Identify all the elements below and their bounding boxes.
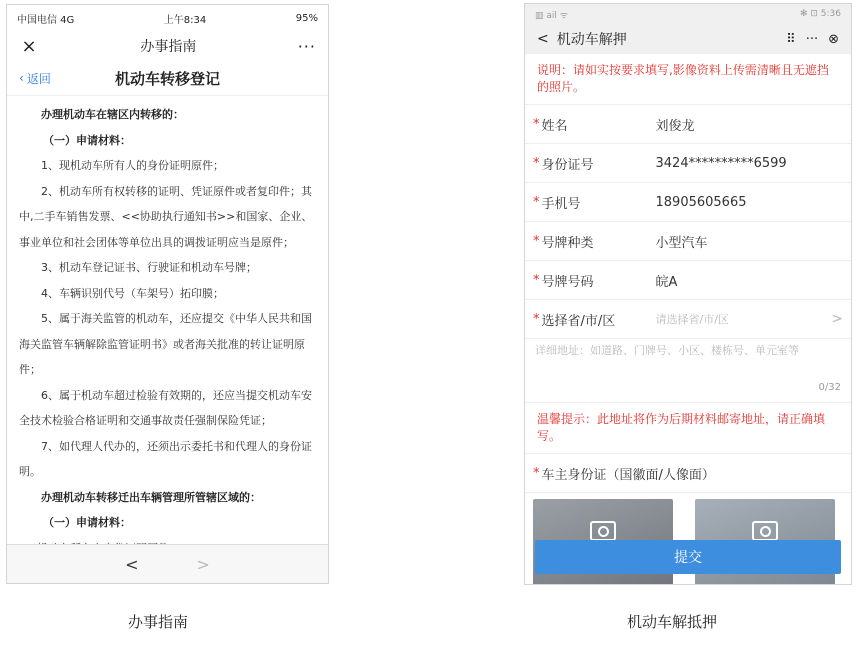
required-mark: * [533, 311, 540, 327]
doc-item: 6、属于机动车超过检验有效期的，还应当提交机动车安全技术检验合格证明和交通事故责任强制保险凭证； [19, 388, 312, 427]
required-mark: * [533, 465, 540, 481]
required-mark: * [533, 155, 540, 171]
chevron-right-icon: > [831, 311, 843, 327]
field-label: 手机号 [541, 196, 581, 212]
region-picker[interactable] [525, 300, 851, 339]
required-mark: * [533, 233, 540, 249]
field-label: 姓名 [541, 118, 568, 134]
caption-right: 机动车解抵押 [627, 613, 718, 631]
grid-icon[interactable]: ⠿ [786, 31, 796, 47]
camera-icon [590, 521, 616, 541]
guide-screen [6, 4, 329, 584]
next-page-button[interactable]: > [196, 554, 210, 574]
field-label: 身份证号 [541, 157, 594, 173]
doc-item: 2、机动车所有权转移的证明、凭证原件或者复印件；其中,二手车销售发票、<<协助执行通知书>>和国家、企业、事业单位和社会团体等单位出具的调拨证明应当是原件； [19, 184, 313, 249]
doc-item: 7、如代理人代办的，还须出示委托书和代理人的身份证明。 [19, 439, 312, 478]
close-icon[interactable]: ⊗ [828, 31, 839, 47]
status-bar [7, 5, 328, 31]
field-label: 选择省/市/区 [541, 313, 616, 329]
phone-field[interactable] [525, 183, 851, 222]
doc-item: 1、现机动车所有人的身份证明原件； [41, 159, 224, 172]
battery-label: 95% [295, 12, 318, 24]
required-mark: * [533, 116, 540, 132]
bottom-nav [7, 544, 328, 583]
nav-bar [7, 31, 328, 61]
carrier-label: 中国电信 4G [17, 14, 75, 26]
more-icon[interactable]: ··· [297, 36, 316, 56]
materials-heading: （一）申请材料： [43, 516, 131, 529]
release-mortgage-screen [524, 3, 852, 585]
chevron-left-icon: ‹ [19, 71, 24, 85]
clock-label: ✻ ⊡ 5:36 [799, 9, 841, 19]
back-label: 返回 [26, 71, 51, 86]
camera-icon [752, 521, 778, 541]
prev-page-button[interactable]: < [125, 554, 139, 574]
doc-item: 5、属于海关监管的机动车，还应提交《中华人民共和国海关监管车辆解除监管证明书》或者海关批准的转让证明原件； [19, 312, 312, 376]
nav-title: 机动车解押 [556, 32, 627, 48]
char-counter: 0/32 [818, 382, 841, 393]
field-value[interactable]: 3424**********6599 [655, 155, 787, 171]
field-value[interactable]: 小型汽车 [655, 235, 708, 251]
field-label: 号牌种类 [541, 235, 594, 251]
id-card-section [525, 454, 851, 493]
required-mark: * [533, 272, 540, 288]
status-bar [525, 4, 851, 24]
signal-icons: ▥ ail ᯤ [535, 10, 568, 21]
doc-item: 3、机动车登记证书、行驶证和机动车号牌； [41, 261, 257, 274]
doc-header [7, 61, 328, 96]
address-placeholder: 详细地址：如道路、门牌号、小区、楼栋号、单元室等 [535, 344, 799, 357]
field-value[interactable]: 18905605665 [655, 194, 747, 210]
back-link[interactable] [19, 70, 51, 87]
more-icon[interactable]: ··· [805, 31, 819, 47]
field-value[interactable]: 皖A [655, 274, 678, 290]
doc-item: 4、车辆识别代号（车架号）拓印膜； [41, 286, 224, 300]
address-tip: 温馨提示：此地址将作为后期材料邮寄地址，请正确填写。 [525, 403, 851, 454]
nav-title: 办事指南 [140, 39, 197, 55]
region-placeholder[interactable]: 请选择省/市/区 [655, 313, 729, 326]
nav-bar [525, 24, 851, 54]
caption-left: 办事指南 [128, 613, 189, 631]
plate-number-field[interactable] [525, 261, 851, 300]
address-textarea[interactable] [525, 339, 851, 403]
mini-program-capsule [786, 32, 839, 47]
field-label: 号牌号码 [541, 274, 594, 290]
field-label: 车主身份证（国徽面/人像面） [541, 467, 715, 483]
submit-button[interactable]: 提交 [535, 540, 841, 574]
doc-title: 机动车转移登记 [114, 69, 220, 88]
required-mark: * [533, 194, 540, 210]
field-value[interactable]: 刘俊龙 [655, 118, 695, 134]
section-heading: 办理机动车转移迁出车辆管理所管辖区域的： [41, 490, 261, 504]
nav-left [537, 29, 627, 49]
back-icon[interactable]: < [537, 31, 549, 47]
section-heading: 办理机动车在辖区内转移的： [41, 108, 184, 121]
instruction-notice: 说明：请如实按要求填写,影像资料上传需清晰且无遮挡的照片。 [525, 54, 851, 105]
clock-label: 上午8:34 [163, 14, 207, 26]
plate-type-field[interactable] [525, 222, 851, 261]
close-icon[interactable]: × [21, 35, 37, 57]
name-field[interactable] [525, 105, 851, 144]
doc-body [7, 96, 328, 561]
materials-heading: （一）申请材料： [43, 133, 131, 147]
id-number-field[interactable] [525, 144, 851, 183]
